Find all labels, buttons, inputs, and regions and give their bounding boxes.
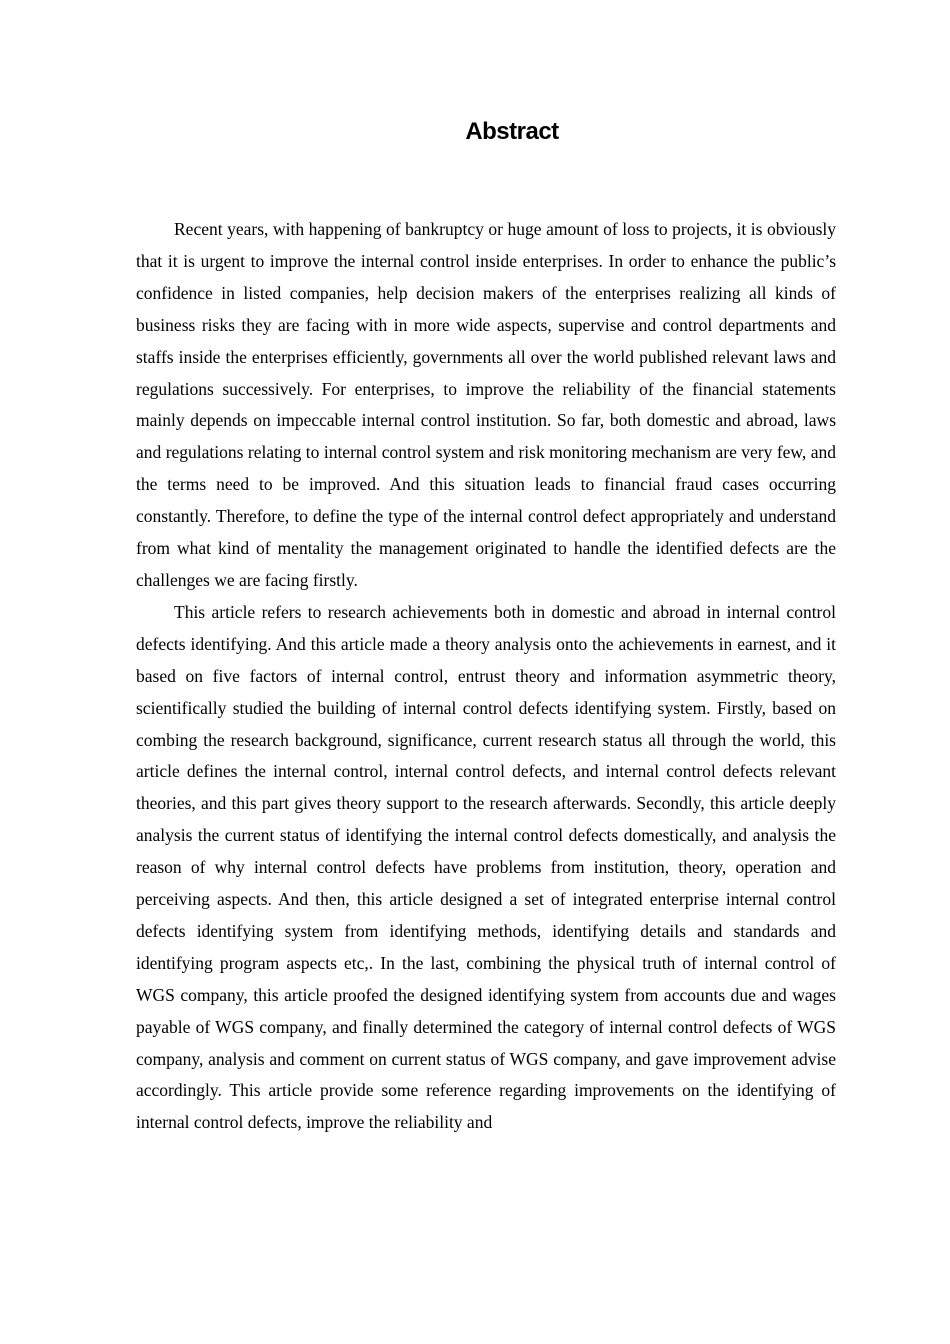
abstract-title: Abstract (465, 118, 559, 145)
abstract-paragraph-2: This article refers to research achievements both in domestic and abroad in internal control defects identifying. And this article made a theory analysis onto the achievements in earnest, and it based on five factors of internal control, entrust theory and information asymmetric theory, scientifically studied the building of internal control defects identifying system. Firstly, based on combing the research background, significance, current research status all through the world, this article defines the internal control, internal control defects, and internal control defects relevant theories, and this part gives theory support to the research afterwards. Secondly, this article deeply analysis the current status of identifying the internal control defects domestically, and analysis the reason of why internal control defects have problems from institution, theory, operation and perceiving aspects. And then, this article designed a set of integrated enterprise internal control defects identifying system from identifying methods, identifying details and standards and identifying program aspects etc,. In the last, combining the physical truth of internal control of WGS company, this article proofed the designed identifying system from accounts due and wages payable of WGS company, and finally determined the category of internal control defects of WGS company, analysis and comment on current status of WGS company, and gave improvement advise accordingly. This article provide some reference regarding improvements on the identifying of internal control defects, improve the reliability and (136, 601, 836, 1133)
abstract-paragraph-1: Recent years, with happening of bankruptcy or huge amount of loss to projects, it is obviously that it is urgent to improve the internal control inside enterprises. In order to enhance the public’s confidence in listed companies, help decision makers of the enterprises realizing all kinds of business risks they are facing with in more wide aspects, supervise and control departments and staffs inside the enterprises efficiently, governments all over the world published relevant laws and regulations successively. For enterprises, to improve the reliability of the financial statements mainly depends on impeccable internal control institution. So far, both domestic and abroad, laws and regulations relating to internal control system and risk monitoring mechanism are very few, and the terms need to be improved. And this situation leads to financial fraud cases occurring constantly. Therefore, to define the type of the internal control defect appropriately and understand from what kind of mentality the management originated to handle the identified defects are the challenges we are facing firstly. (136, 219, 836, 590)
abstract-body (136, 214, 836, 1139)
